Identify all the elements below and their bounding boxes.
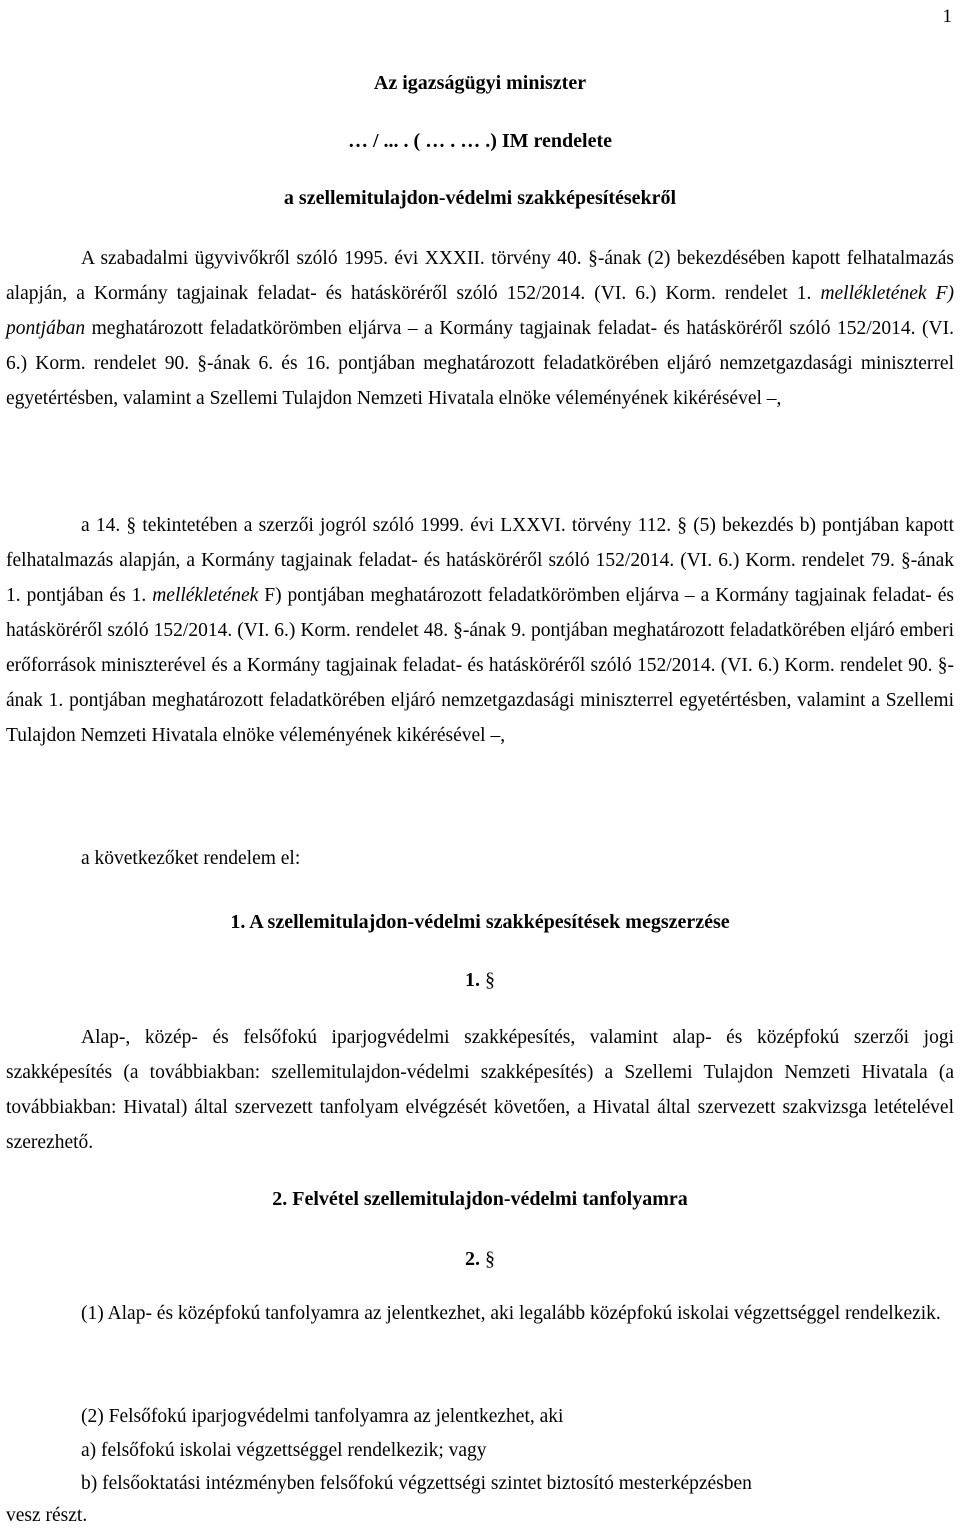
issuer-title: Az igazságügyi miniszter	[373, 72, 587, 94]
section-2-paragraph-1: (1) Alap- és középfokú tanfolyamra az jelentkezhet, aki legalább középfokú iskolai végzettséggel rendelkezik.	[81, 1303, 941, 1324]
page-number: 1	[942, 6, 952, 27]
section-2-number: 2. §	[465, 1248, 495, 1270]
section-2-point-a: a) felsőfokú iskolai végzettséggel rendelkezik; vagy	[81, 1440, 487, 1461]
preamble-paragraph-2: a 14. § tekintetében a szerzői jogról szóló 1999. évi LXXVI. törvény 112. § (5) bekezdés b) pontjában kapott felhatalmazás alapján, a Kormány tagjainak feladat- és hatásköréről szóló 152/2014. (VI. 6.) Korm. rendelet 79. §-ának 1. pontjában és 1. mellékletének F) pontjában meghatározott feladatkörömben eljárva – a Kormány tagjainak feladat- és hatásköréről szóló 152/2014. (VI. 6.) Korm. rendelet 48. §-ának 9. pontjában meghatározott feladatkörében eljáró emberi erőforrások miniszterével és a Kormány tagjainak feladat- és hatásköréről szóló 152/2014. (VI. 6.) Korm. rendelet 90. §-ának 1. pontjában meghatározott feladatkörében eljáró nemzetgazdasági miniszterrel egyetértésben, valamint a Szellemi Tulajdon Nemzeti Hivatala elnöke véleményének kikérésével –,	[6, 515, 954, 746]
preamble-italic-2: mellékletének	[152, 585, 259, 606]
section-2-point-b: b) felsőoktatási intézményben felsőfokú végzettségi szintet biztosító mesterképzésben	[81, 1473, 752, 1494]
section-2-point-b-continuation: vesz részt.	[6, 1505, 88, 1526]
chapter-2-heading: 2. Felvétel szellemitulajdon-védelmi tanfolyamra	[272, 1188, 688, 1210]
section-1-text: Alap-, közép- és felsőfokú iparjogvédelmi szakképesítés, valamint alap- és középfokú szerzői jogi szakképesítés (a továbbiakban: szellemitulajdon-védelmi szakképesítés) a Szellemi Tulajdon Nemzeti Hivatala (a továbbiakban: Hivatal) által szervezett tanfolyam elvégzését követően, a Hivatal által szervezett szakvizsga letételével szerezhető.	[6, 1027, 954, 1153]
section-2-paragraph-2-intro: (2) Felsőfokú iparjogvédelmi tanfolyamra az jelentkezhet, aki	[81, 1406, 564, 1427]
decree-subject: a szellemitulajdon-védelmi szakképesítésekről	[283, 187, 677, 209]
chapter-1-heading: 1. A szellemitulajdon-védelmi szakképesítések megszerzése	[230, 911, 730, 933]
preamble-paragraph-1: A szabadalmi ügyvivőkről szóló 1995. évi XXXII. törvény 40. §-ának (2) bekezdésében kapott felhatalmazás alapján, a Kormány tagjainak feladat- és hatásköréről szóló 152/2014. (VI. 6.) Korm. rendelet 1. mellékletének F) pontjában meghatározott feladatkörömben eljárva – a Kormány tagjainak feladat- és hatásköréről szóló 152/2014. (VI. 6.) Korm. rendelet 90. §-ának 6. és 16. pontjában meghatározott feladatkörében eljáró nemzetgazdasági miniszterrel egyetértésben, valamint a Szellemi Tulajdon Nemzeti Hivatala elnöke véleményének kikérésével –,	[6, 248, 954, 409]
decree-number: … / ... . ( … . … .) IM rendelete	[347, 130, 613, 152]
enacting-clause: a következőket rendelem el:	[81, 848, 301, 869]
preamble-italic-1: mellékletének F) pontjában	[6, 283, 954, 339]
section-1-number: 1. §	[465, 969, 495, 991]
